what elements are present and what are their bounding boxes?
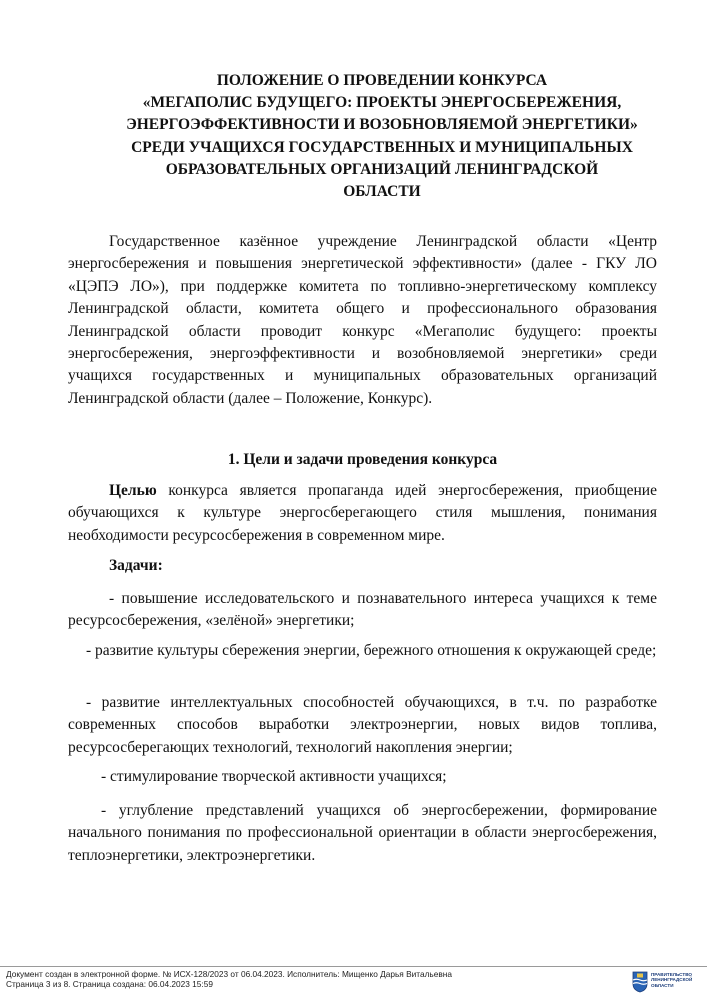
tasks-label: Задачи:: [109, 557, 163, 574]
logo-caption: [651, 972, 692, 988]
task-item: - повышение исследовательского и познавательного интереса учащихся к теме ресурсосбережения, «зелёной» энергетики;: [68, 590, 657, 630]
leningrad-region-emblem-icon: [632, 971, 648, 993]
title-line: СРЕДИ УЧАЩИХСЯ ГОСУДАРСТВЕННЫХ И МУНИЦИПАЛЬНЫХ: [131, 138, 633, 156]
title-line: «МЕГАПОЛИС БУДУЩЕГО: ПРОЕКТЫ ЭНЕРГОСБЕРЕЖЕНИЯ,: [142, 94, 622, 112]
footer-line: Страница 3 из 8. Страница создана: 06.04.2023 15:59: [6, 979, 213, 989]
title-line: ОБРАЗОВАТЕЛЬНЫХ ОРГАНИЗАЦИЙ ЛЕНИНГРАДСКОЙ: [165, 160, 599, 178]
logo-line: ЛЕНИНГРАДСКОЙ: [651, 977, 693, 983]
task-item: - развитие интеллектуальных способностей обучающихся, в т.ч. по разработке современных способов выработки электроэнергии, новых видов топлива, ресурсосберегающих технологий, технологий накопления энергии;: [68, 694, 657, 756]
government-logo: [632, 971, 704, 997]
goal-paragraph: [68, 480, 657, 547]
goal-label: Целью: [109, 482, 157, 499]
page-footer: [0, 966, 707, 1001]
section-heading: 1. Цели и задачи проведения конкурса: [227, 451, 498, 468]
title-line: ОБЛАСТИ: [343, 183, 421, 201]
task-item: - стимулирование творческой активности учащихся;: [101, 768, 447, 785]
intro-paragraph: Государственное казённое учреждение Ленинградской области «Центр энергосбережения и повышения энергетической эффективности» (далее - ГКУ ЛО «ЦЭПЭ ЛО»), при поддержке комитета по топливно-энергетическому комплексу Ленинградской области, комитета общего и профессионального образования Ленинградской области проводит конкурс «Мегаполис будущего: проекты энергосбережения, энергоэффективности и возобновляемой энергетики» среди учащихся государственных и муниципальных образовательных организаций Ленинградской области (далее – Положение, Конкурс).: [68, 233, 657, 407]
footer-line: Документ создан в электронной форме. № ИСХ-128/2023 от 06.04.2023. Исполнитель: Мищенко Дарья Витальевна: [6, 969, 452, 979]
task-item: - развитие культуры сбережения энергии, бережного отношения к окружающей среде;: [86, 642, 657, 659]
goal-text: конкурса является пропаганда идей энергосбережения, приобщение обучающихся к культуре энергосберегающего стиля мышления, понимания необходимости ресурсосбережения в современном мире.: [68, 482, 657, 544]
document-title: [96, 70, 668, 203]
task-item: - углубление представлений учащихся об энергосбережении, формирование начального понимания по профессиональной ориентации в области энергосбережения, теплоэнергетики, электроэнергетики.: [68, 802, 657, 864]
title-line: ЭНЕРГОЭФФЕКТИВНОСТИ И ВОЗОБНОВЛЯЕМОЙ ЭНЕРГЕТИКИ»: [126, 116, 638, 134]
logo-line: ОБЛАСТИ: [651, 982, 674, 988]
title-line: ПОЛОЖЕНИЕ О ПРОВЕДЕНИИ КОНКУРСА: [216, 72, 548, 89]
footer-meta: [6, 969, 452, 989]
logo-line: ПРАВИТЕЛЬСТВО: [651, 972, 692, 977]
